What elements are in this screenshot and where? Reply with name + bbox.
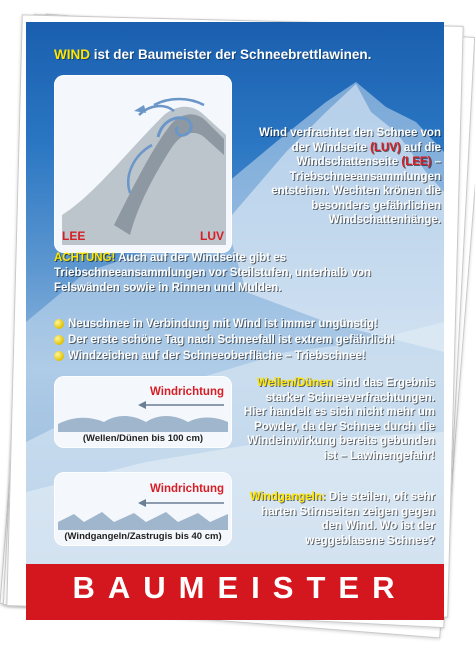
bullet-text: Windzeichen auf der Schneeoberfläche – Triebschnee!	[68, 350, 366, 362]
headline	[54, 47, 371, 62]
wind-explanation	[241, 126, 441, 228]
warning-label: ACHTUNG!	[54, 252, 116, 264]
info-card	[26, 22, 444, 620]
luv-highlight: (LUV)	[370, 141, 401, 154]
bullet-item	[54, 316, 444, 332]
bullet-item	[54, 332, 444, 348]
bullet-dot-icon	[54, 319, 64, 329]
bullet-text: Neuschnee in Verbindung mit Wind ist immer ungünstig!	[68, 318, 378, 330]
dunes-explanation	[242, 376, 435, 463]
luv-label: LUV	[200, 229, 224, 243]
bullet-list	[54, 316, 444, 364]
dunes-caption: (Wellen/Dünen bis 100 cm)	[82, 433, 204, 444]
dunes-diagram	[54, 376, 232, 448]
lee-luv-diagram	[54, 75, 232, 253]
wind-text-part: – Triebschneeansammlungen entstehen. Wechten krönen die besonders gefährlichen Windschattenhänge.	[271, 156, 441, 226]
cornice-illustration	[54, 75, 232, 253]
lee-highlight: (LEE)	[401, 156, 432, 168]
lee-label: LEE	[62, 229, 86, 243]
wind-direction-label: Windrichtung	[150, 483, 224, 495]
bullet-text: Der erste schöne Tag nach Schneefall ist extrem gefährlich!	[68, 334, 395, 346]
warning-text: Auch auf der Windseite gibt es Triebschneeansammlungen vor Steilstufen, unterhalb von Felswänden sowie in Rinnen und Mulden.	[54, 252, 371, 294]
sastrugi-illustration	[54, 472, 232, 530]
sastrugi-text: Die steilen, oft sehr harten Stirnseiten zeigen gegen den Wind. Wo ist der weggeblasene Schnee?	[261, 491, 435, 547]
wind-direction-label: Windrichtung	[150, 386, 224, 398]
bullet-dot-icon	[54, 351, 64, 361]
bullet-dot-icon	[54, 335, 64, 345]
dunes-illustration	[54, 376, 232, 432]
wind-text-part: Wind verfrachtet den Schnee von der Windseite	[258, 127, 441, 154]
headline-rest: ist der Baumeister der Schneebrettlawinen.	[90, 47, 372, 62]
sastrugi-caption: (Windgangeln/Zastrugis bis 40 cm)	[64, 531, 222, 542]
sastrugi-diagram	[54, 472, 232, 546]
wind-text-part: auf die Windschattenseite	[296, 141, 441, 168]
sastrugi-label: Windgangeln:	[249, 491, 326, 503]
title-banner	[26, 564, 444, 620]
dunes-text: sind das Ergebnis starker Schneeverfrachtungen. Hier handelt es sich nicht mehr um Powder, da der Schnee durch die Windeinwirkung bereits gebunden ist – Lawinengefahr!	[243, 377, 435, 462]
bullet-item	[54, 348, 444, 364]
warning-paragraph	[54, 251, 434, 296]
banner-title: BAUMEISTER	[72, 570, 408, 605]
dunes-label: Wellen/Dünen	[256, 377, 333, 389]
headline-keyword: WIND	[54, 47, 90, 62]
sastrugi-explanation	[242, 490, 435, 548]
